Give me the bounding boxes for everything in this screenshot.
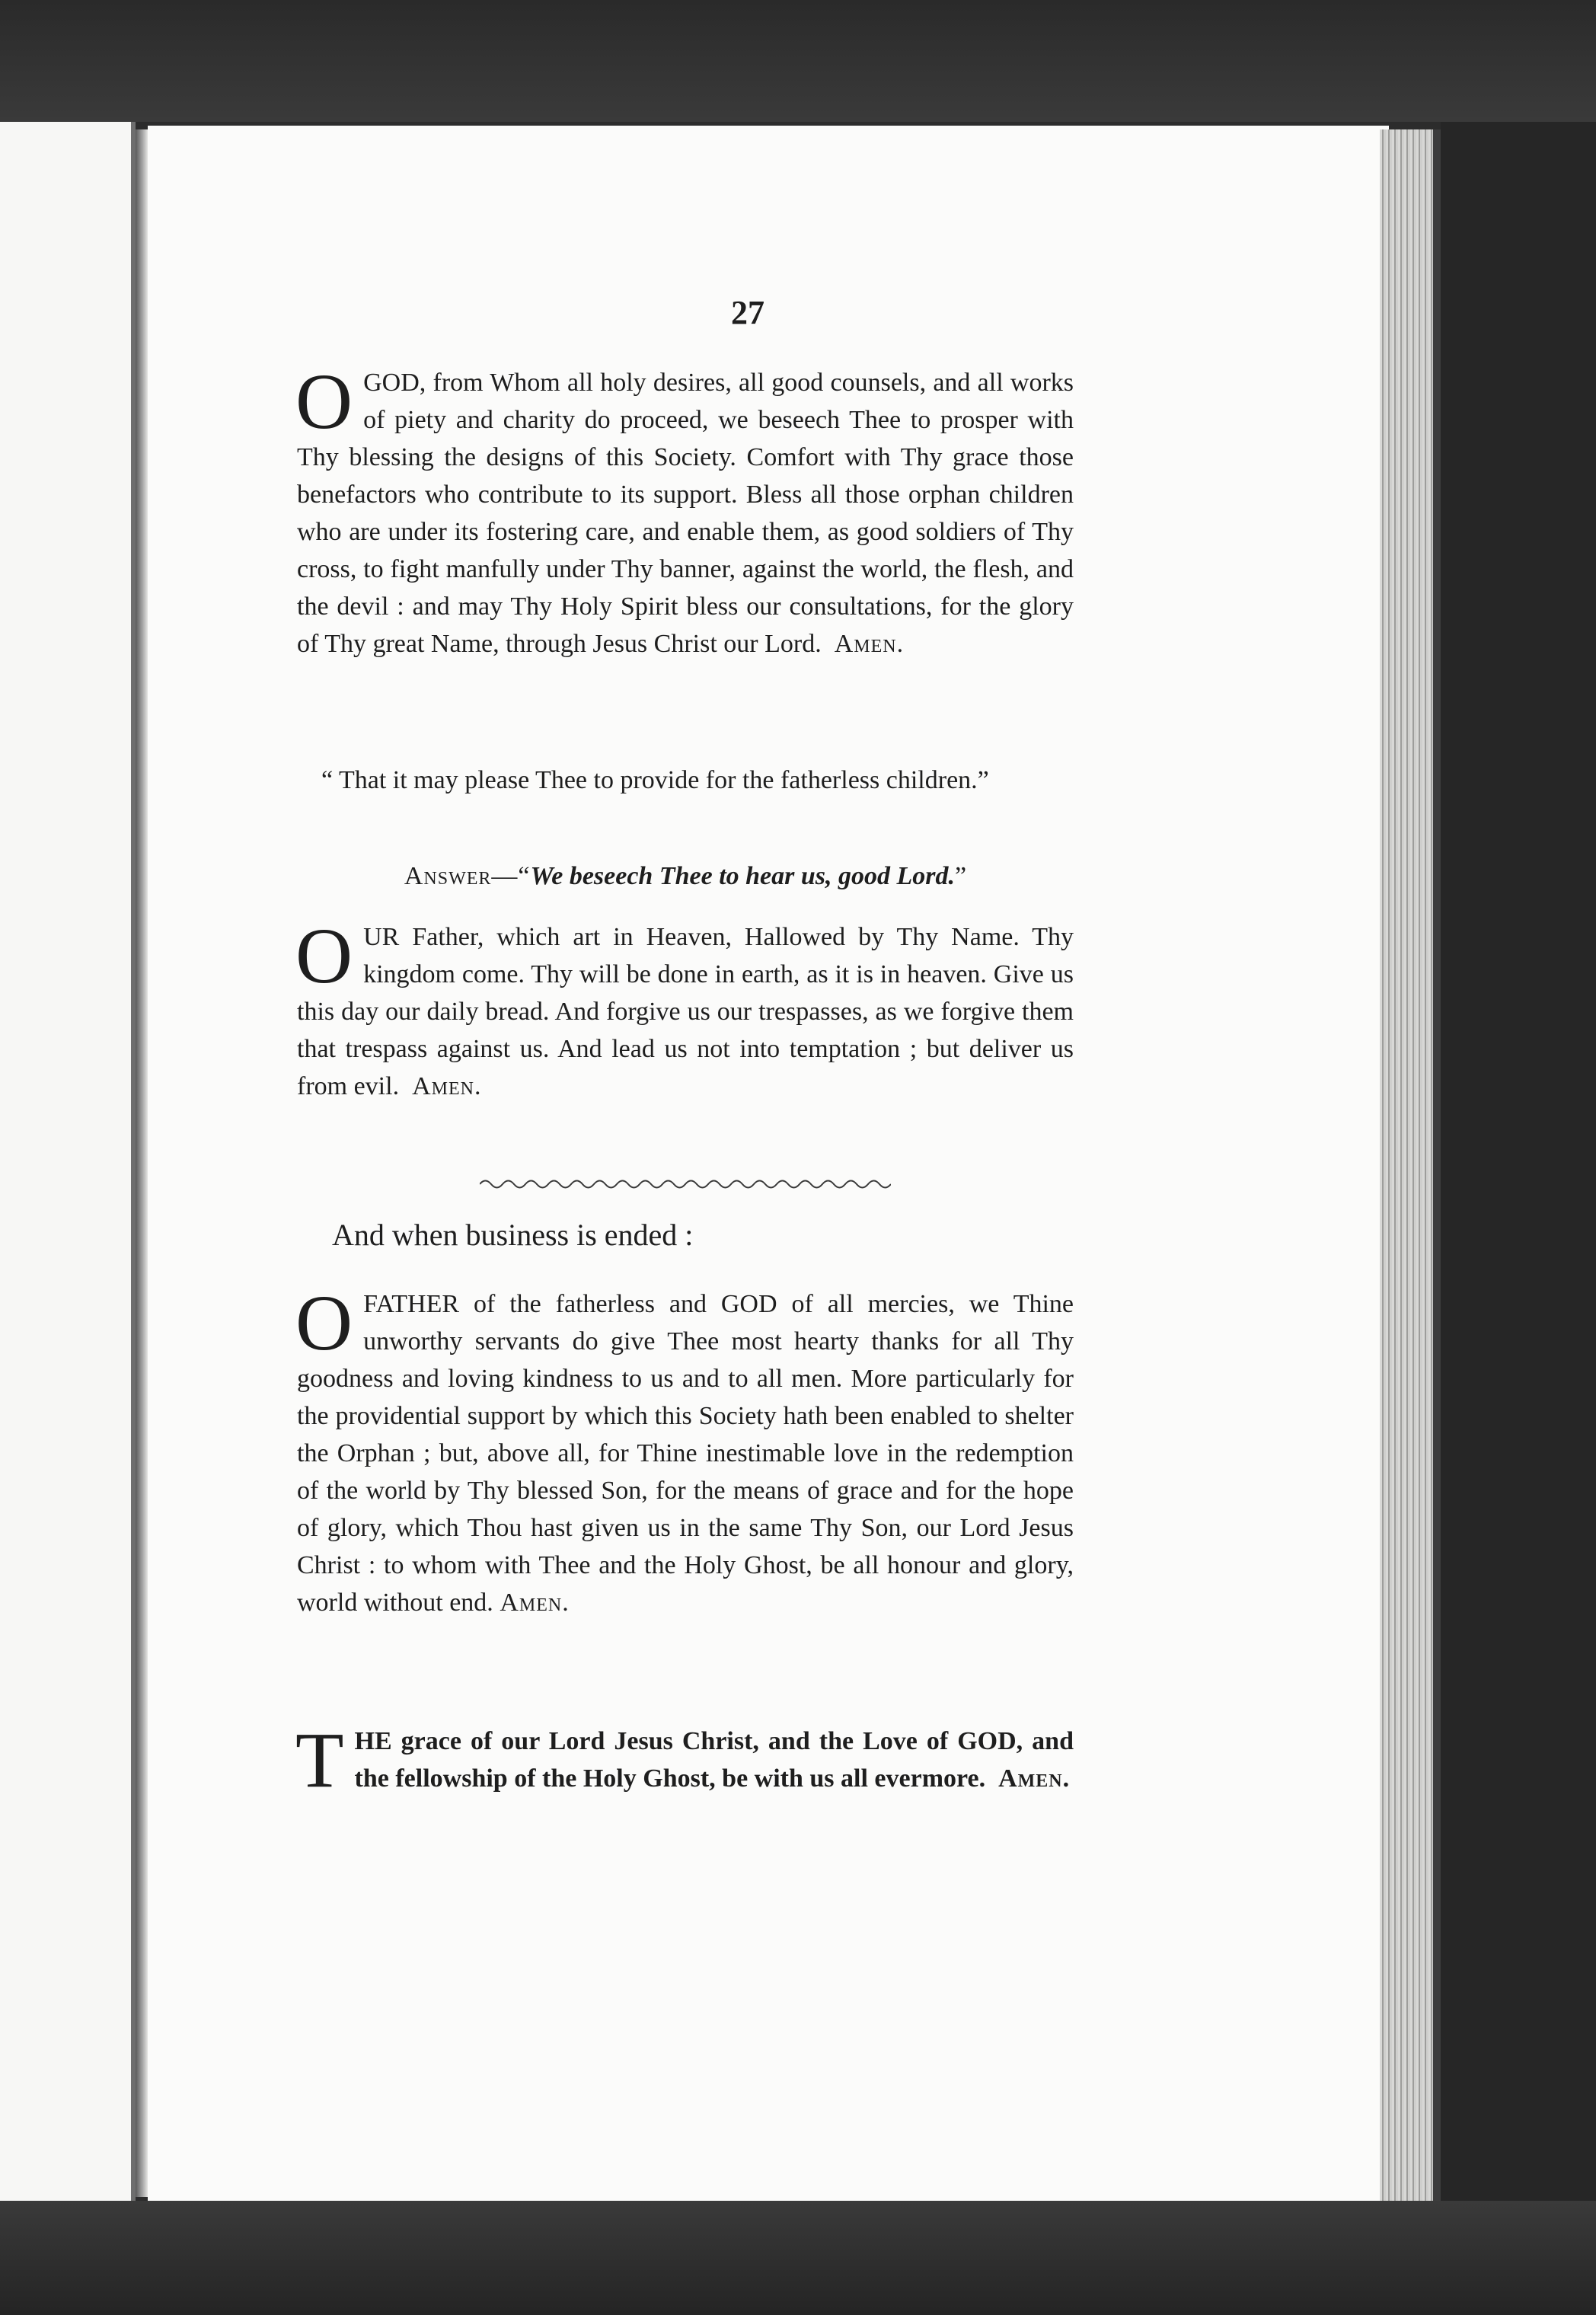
dropcap: T — [295, 1716, 344, 1804]
answer-block — [297, 857, 1074, 895]
thanksgiving-paragraph — [295, 1279, 1074, 1621]
dropcap: O — [295, 358, 353, 445]
wavy-rule-icon — [480, 1173, 891, 1196]
book-gutter — [136, 129, 148, 2197]
grace-paragraph — [295, 1716, 1074, 1804]
thanksgiving-block — [295, 1279, 1074, 1621]
answer-line — [297, 857, 1074, 895]
lords-prayer-block — [295, 912, 1074, 1105]
scan-background-right — [1441, 122, 1596, 2201]
answer-text: We beseech Thee to hear us, good Lord. — [530, 862, 956, 890]
closing-heading-block — [297, 1215, 1074, 1255]
page-number: 27 — [731, 294, 764, 331]
lords-prayer-text: UR Father, which art in Heaven, Hallowed by Thy Name. Thy kingdom come. Thy will be done in earth, as it is in heaven. Give us this day our daily bread. And forgive us our trespasses, as we forgive them that trespass against us. And lead us not into temptation ; but deliver us from evil. — [297, 923, 1074, 1100]
page-edges — [1380, 129, 1441, 2201]
amen-label: Amen. — [834, 630, 905, 658]
lords-prayer-paragraph — [295, 912, 1074, 1105]
grace-block — [295, 1716, 1074, 1804]
collect-paragraph — [295, 358, 1074, 663]
answer-close-quote: ” — [955, 862, 967, 890]
dropcap: O — [295, 912, 353, 1000]
collect-paragraph-block — [295, 358, 1074, 663]
scan-background-top — [0, 0, 1596, 122]
left-facing-page — [0, 122, 136, 2201]
collect-text: GOD, from Whom all holy desires, all good counsels, and all works of piety and charity do proceed, we beseech Thee to prosper with Thy blessing the designs of this Society. Comfort with Thy grace those benefactors who contribute to its support. Bless all those orphan children who are under its fostering care, and enable them, as good soldiers of Thy cross, to fight manfully under Thy banner, against the world, the flesh, and the devil : and may Thy Holy Spirit bless our consultations, for the glory of Thy great Name, through Jesus Christ our Lord. — [297, 369, 1074, 658]
versicle-block — [297, 762, 1074, 799]
amen-label: Amen. — [998, 1764, 1071, 1793]
closing-heading: And when business is ended : — [332, 1218, 694, 1252]
thanksgiving-text: FATHER of the fatherless and GOD of all mercies, we Thine unworthy servants do give Thee most hearty thanks for all Thy goodness and loving kindness to us and to all men. More particularly for the providential support by which this Society hath been enabled to shelter the Orphan ; but, above all, for Thine inestimable love in the redemption of the world by Thy blessed Son, for the means of grace and for the hope of glory, which Thou hast given us in the same Thy Son, our Lord Jesus Christ : to whom with Thee and the Holy Ghost, be all honour and glory, world without end. — [297, 1290, 1074, 1617]
amen-label: Amen. — [500, 1589, 570, 1617]
dropcap: O — [295, 1279, 353, 1367]
grace-text: HE grace of our Lord Jesus Christ, and the Love of GOD, and the fellowship of the Holy Ghost, be with us all evermore. — [354, 1727, 1074, 1793]
versicle-text: “ That it may please Thee to provide for the fatherless children.” — [321, 766, 989, 794]
answer-label: Answer—“ — [404, 862, 531, 890]
scan-background-bottom — [0, 2201, 1596, 2315]
amen-label: Amen. — [412, 1072, 482, 1100]
